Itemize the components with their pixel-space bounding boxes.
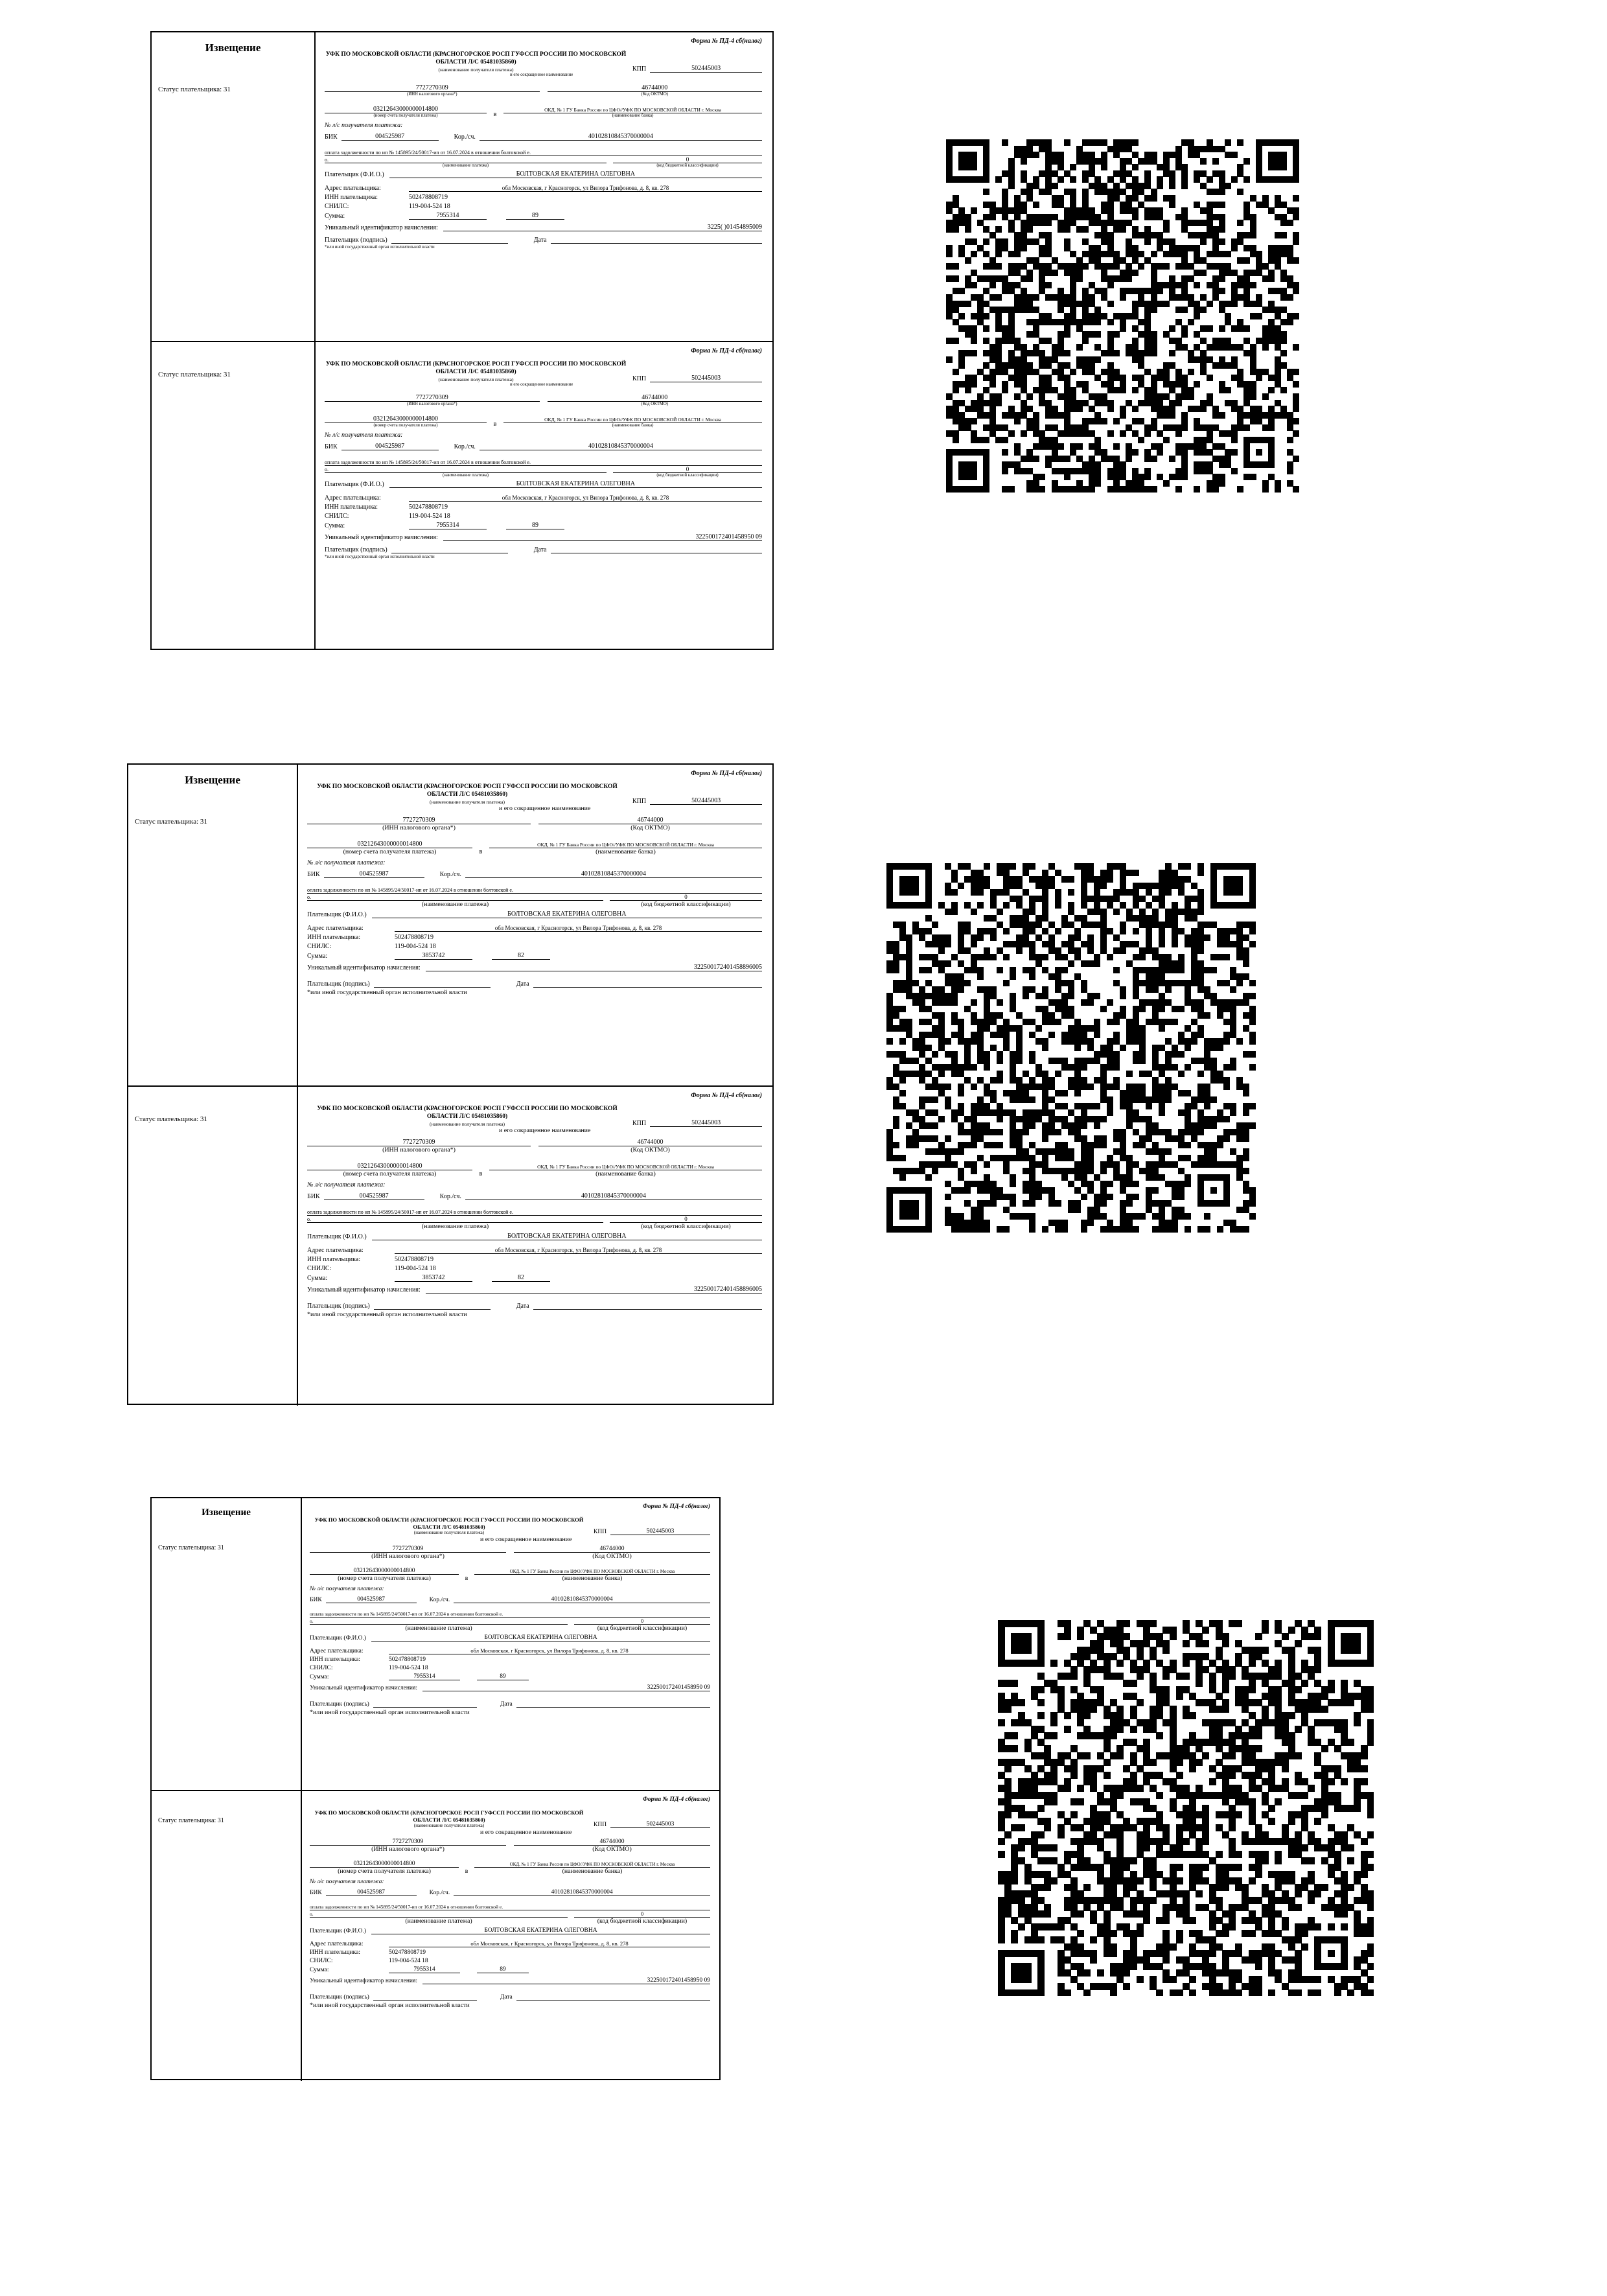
kbk-caption: (код бюджетной классификации) [641,1222,731,1230]
kbk-caption: (код бюджетной классификации) [597,1625,688,1632]
kor-value: 40102810845370000004 [454,1889,710,1896]
page-title: Извещение [185,774,240,786]
address-value: обл Московская, г Красногорск, ул Вилора Трифонова, д. 8, кв. 278 [409,494,762,502]
uin-value: 322500172401458896005 [426,964,762,971]
signature-field[interactable] [391,235,508,244]
inn-caption: (ИНН налогового органа*) [406,91,457,97]
account-value: 03212643000000014800 [310,1568,459,1575]
sum-label: Сумма: [307,1274,328,1282]
date-field[interactable] [533,975,762,988]
ls-label: № л/с получателя платежа: [307,1181,386,1189]
purpose-text2: о. [325,157,607,163]
receipt-left-column [128,765,298,1085]
signature-field[interactable] [374,1297,491,1310]
snils-value: 119-004-524 18 [389,1665,428,1672]
receipt-half-top [152,32,772,341]
kor-label: Кор./сч. [439,1192,461,1200]
receipt-left-column [152,1791,302,2081]
purpose-text: оплата задолженности по ип № 145895/24/50017-ип от 16.07.2024 в отношении болтовской е. [307,887,762,894]
date-label: Дата [533,236,547,244]
kbk-caption: (код бюджетной классификации) [641,900,731,908]
recipient-caption: (наименование получателя платежа) [430,1120,505,1127]
payer-label: Плательщик (Ф.И.О.) [310,1928,367,1935]
sum-rub: 7955314 [409,522,487,529]
date-label: Дата [500,1994,513,2001]
inn-caption: (ИНН налогового органа*) [382,824,456,831]
receipt-right-column [298,1087,772,1406]
account-caption: (номер счета получателя платежа) [343,1170,437,1177]
receipt-right-column [316,342,772,649]
address-value: обл Московская, г Красногорск, ул Вилора Трифонова, д. 8, кв. 278 [395,925,762,932]
bik-label: БИК [325,133,338,141]
bank-caption: (наименование банка) [562,1868,623,1875]
inn-payer-value: 502478808719 [389,1656,426,1664]
footnote: *или иной государственный орган исполнительной власти [325,244,435,249]
sum-kop: 89 [477,1673,529,1680]
payer-name: БОЛТОВСКАЯ ЕКАТЕРИНА ОЛЕГОВНА [389,480,762,488]
uin-label: Уникальный идентификатор начисления: [310,1978,417,1985]
snils-value: 119-004-524 18 [409,202,450,210]
page-title: Извещение [205,41,261,54]
sum-rub: 7955314 [389,1673,460,1680]
purpose-text: оплата задолженности по ип № 145895/24/50017-ип от 16.07.2024 в отношении болтовской е. [325,459,762,466]
kor-label: Кор./сч. [454,133,476,141]
inn-value: 7727270309 [310,1546,506,1553]
receipt-left-column [152,1498,302,1790]
kpp-label: КПП [632,375,647,382]
snils-label: СНИЛС: [310,1958,333,1965]
bank-name: ОКД, № 1 ГУ Банка России по ЦФО//УФК ПО МОСКОВСКОЙ ОБЛАСТИ г. Москва [503,417,762,423]
payer-status: Статус плательщика: 31 [158,1817,224,1824]
oktmo-caption: (Код ОКТМО) [592,1553,632,1560]
signature-field[interactable] [373,1988,477,2000]
receipt-form [150,31,774,650]
v-label: в [479,848,483,855]
inn-payer-value: 502478808719 [395,1255,434,1263]
address-value: обл Московская, г Красногорск, ул Вилора Трифонова, д. 8, кв. 278 [409,185,762,192]
snils-label: СНИЛС: [310,1665,333,1672]
purpose-text2: о. [325,467,607,473]
sum-rub: 3853742 [395,952,472,960]
footnote: *или иной государственный орган исполнительной власти [307,1310,467,1318]
account-caption: (номер счета получателя платежа) [373,113,438,118]
oktmo-caption: (Код ОКТМО) [630,1146,670,1154]
payer-name: БОЛТОВСКАЯ ЕКАТЕРИНА ОЛЕГОВНА [389,170,762,178]
qr-code-3 [998,1620,1374,1996]
abbrev-caption: и его сокращенное наименование [499,805,591,812]
payer-label: Плательщик (Ф.И.О.) [307,910,367,918]
purpose-caption: (наименование платежа) [405,1625,472,1632]
account-value: 03212643000000014800 [325,106,487,113]
oktmo-caption: (Код ОКТМО) [592,1846,632,1853]
kor-label: Кор./сч. [429,1597,450,1604]
kor-value: 40102810845370000004 [465,870,762,878]
kor-value: 40102810845370000004 [480,133,762,141]
kbk-value: 0 [574,1618,710,1625]
receipt-half-bottom [128,1085,772,1406]
uin-value: 322500172401458950 09 [422,1977,710,1984]
snils-value: 119-004-524 18 [395,942,436,950]
kbk-caption: (код бюджетной классификации) [656,163,719,168]
kor-label: Кор./сч. [439,870,461,878]
address-label: Адрес плательщика: [310,1941,364,1948]
inn-payer-label: ИНН плательщика: [325,503,378,511]
account-value: 03212643000000014800 [307,1163,472,1170]
receipt-half-bottom [152,341,772,649]
page-title: Извещение [202,1507,251,1518]
date-field[interactable] [533,1297,762,1310]
signature-field[interactable] [391,545,508,553]
ls-label: № л/с получателя платежа: [310,1879,384,1886]
recipient-caption: (наименование получателя платежа) [413,1823,485,1829]
kor-label: Кор./сч. [429,1890,450,1897]
payer-status: Статус плательщика: 31 [158,86,231,93]
abbrev-caption: и его сокращенное наименование [480,1829,572,1836]
purpose-caption: (наименование платежа) [442,163,489,168]
uin-value: 3225( )01454895009 [443,224,762,231]
snils-value: 119-004-524 18 [389,1958,428,1965]
snils-value: 119-004-524 18 [409,512,450,520]
date-field[interactable] [516,1988,710,2000]
oktmo-value: 46744000 [514,1546,710,1553]
oktmo-value: 46744000 [538,1139,762,1146]
payer-name: БОЛТОВСКАЯ ЕКАТЕРИНА ОЛЕГОВНА [371,1927,710,1934]
uin-label: Уникальный идентификатор начисления: [325,533,438,541]
footnote: *или иной государственный орган исполнительной власти [325,554,435,559]
purpose-text: оплата задолженности по ип № 145895/24/50017-ип от 16.07.2024 в отношении болтовской е. [325,150,762,156]
kpp-label: КПП [594,1529,607,1536]
recipient-caption: (наименование получателя платежа) [438,376,514,382]
oktmo-caption: (Код ОКТМО) [641,401,669,406]
recipient-caption: (наименование получателя платежа) [430,798,505,805]
kbk-value: 0 [574,1910,710,1918]
kbk-caption: (код бюджетной классификации) [656,472,719,478]
inn-value: 7727270309 [307,817,531,824]
bank-caption: (наименование банка) [612,113,654,118]
payer-status: Статус плательщика: 31 [135,1115,207,1123]
signature-field[interactable] [374,975,491,988]
receipt-sheet-1 [150,31,774,650]
inn-payer-value: 502478808719 [409,503,448,511]
inn-value: 7727270309 [307,1139,531,1146]
recipient-name: УФК ПО МОСКОВСКОЙ ОБЛАСТИ (КРАСНОГОРСКОЕ РОСП ГУФССП РОССИИ ПО МОСКОВСКОЙ ОБЛАСТИ Л/С 05481035860) [317,783,618,798]
purpose-caption: (наименование платежа) [421,900,489,908]
signature-label: Плательщик (подпись) [307,1302,370,1310]
recipient-name: УФК ПО МОСКОВСКОЙ ОБЛАСТИ (КРАСНОГОРСКОЕ РОСП ГУФССП РОССИИ ПО МОСКОВСКОЙ ОБЛАСТИ Л/С 05481035860) [325,51,627,65]
inn-value: 7727270309 [310,1838,506,1846]
uin-value: 322500172401458950 09 [422,1684,710,1691]
form-number: Форма № ПД-4 сб(налог) [642,1796,710,1803]
inn-caption: (ИНН налогового органа*) [371,1846,445,1853]
recipient-name: УФК ПО МОСКОВСКОЙ ОБЛАСТИ (КРАСНОГОРСКОЕ РОСП ГУФССП РОССИИ ПО МОСКОВСКОЙ ОБЛАСТИ Л/С 05481035860) [314,1809,584,1823]
inn-payer-value: 502478808719 [395,933,434,941]
account-value: 03212643000000014800 [310,1861,459,1868]
receipt-right-column [302,1791,719,2081]
kor-value: 40102810845370000004 [454,1596,710,1603]
footnote: *или иной государственный орган исполнительной власти [310,2002,470,2010]
kbk-value: 0 [613,156,762,163]
receipt-right-column [316,32,772,341]
snils-label: СНИЛС: [325,202,349,210]
inn-payer-value: 502478808719 [409,193,448,201]
payer-label: Плательщик (Ф.И.О.) [307,1233,367,1240]
sum-label: Сумма: [310,1967,329,1974]
form-number: Форма № ПД-4 сб(налог) [691,347,762,354]
v-label: в [479,1170,483,1177]
receipt-left-column [152,342,316,649]
signature-label: Плательщик (подпись) [325,546,387,553]
bik-label: БИК [307,870,320,878]
payer-status: Статус плательщика: 31 [158,371,231,378]
address-label: Адрес плательщика: [307,1246,364,1254]
address-label: Адрес плательщика: [307,924,364,932]
receipt-half-top [128,765,772,1085]
qr-code-1 [946,139,1299,493]
bank-name: ОКД, № 1 ГУ Банка России по ЦФО//УФК ПО МОСКОВСКОЙ ОБЛАСТИ г. Москва [503,107,762,113]
recipient-name: УФК ПО МОСКОВСКОЙ ОБЛАСТИ (КРАСНОГОРСКОЕ РОСП ГУФССП РОССИИ ПО МОСКОВСКОЙ ОБЛАСТИ Л/С 05481035860) [317,1106,618,1120]
kbk-caption: (код бюджетной классификации) [597,1918,688,1925]
address-label: Адрес плательщика: [325,494,381,502]
inn-payer-label: ИНН плательщика: [310,1949,360,1956]
purpose-text: оплата задолженности по ип № 145895/24/50017-ип от 16.07.2024 в отношении болтовской е. [307,1209,762,1216]
bik-value: 004525987 [341,443,439,450]
abbrev-caption: и его сокращенное наименование [499,1127,591,1134]
account-caption: (номер счета получателя платежа) [338,1868,431,1875]
payer-name: БОЛТОВСКАЯ ЕКАТЕРИНА ОЛЕГОВНА [372,1233,762,1240]
sum-label: Сумма: [307,952,328,960]
footnote: *или иной государственный орган исполнительной власти [307,988,467,996]
purpose-text: оплата задолженности по ип № 145895/24/50017-ип от 16.07.2024 в отношении болтовской е. [310,1611,710,1618]
payer-label: Плательщик (Ф.И.О.) [325,480,384,488]
receipt-right-column [302,1498,719,1790]
abbrev-caption: и его сокращенное наименование [510,73,573,77]
receipt-half-bottom [152,1790,719,2081]
snils-label: СНИЛС: [307,1264,332,1272]
date-field[interactable] [551,235,762,244]
oktmo-value: 46744000 [514,1838,710,1846]
kpp-value: 502445003 [610,1528,710,1535]
kpp-value: 502445003 [610,1821,710,1828]
oktmo-caption: (Код ОКТМО) [630,824,670,831]
date-label: Дата [500,1701,513,1708]
sum-label: Сумма: [325,522,345,529]
inn-payer-label: ИНН плательщика: [307,1255,361,1263]
inn-caption: (ИНН налогового органа*) [382,1146,456,1154]
bank-caption: (наименование банка) [595,1170,656,1177]
purpose-text2: о. [310,1618,568,1625]
v-label: в [465,1575,468,1583]
uin-label: Уникальный идентификатор начисления: [325,224,438,231]
ls-label: № л/с получателя платежа: [307,859,386,866]
uin-label: Уникальный идентификатор начисления: [307,964,421,971]
kpp-value: 502445003 [650,65,762,73]
sum-kop: 89 [506,212,564,220]
sum-kop: 82 [492,952,550,960]
sum-rub: 7955314 [389,1966,460,1973]
inn-value: 7727270309 [325,84,540,92]
kor-label: Кор./сч. [454,443,476,450]
bank-name: ОКД, № 1 ГУ Банка России по ЦФО//УФК ПО МОСКОВСКОЙ ОБЛАСТИ г. Москва [489,1164,762,1170]
purpose-text2: о. [307,1216,603,1223]
bank-caption: (наименование банка) [562,1575,623,1583]
bik-label: БИК [325,443,338,450]
payer-name: БОЛТОВСКАЯ ЕКАТЕРИНА ОЛЕГОВНА [372,910,762,918]
purpose-caption: (наименование платежа) [442,472,489,478]
receipt-sheet-2 [127,763,774,1405]
account-caption: (номер счета получателя платежа) [343,848,437,855]
account-caption: (номер счета получателя платежа) [338,1575,431,1583]
ls-label: № л/с получателя платежа: [325,431,403,439]
ls-label: № л/с получателя платежа: [310,1586,384,1593]
bank-name: ОКД, № 1 ГУ Банка России по ЦФО//УФК ПО МОСКОВСКОЙ ОБЛАСТИ г. Москва [474,1862,710,1868]
signature-label: Плательщик (подпись) [307,980,370,988]
date-label: Дата [516,980,529,988]
signature-label: Плательщик (подпись) [310,1701,369,1708]
receipt-sheet-3 [150,1497,721,2080]
account-value: 03212643000000014800 [307,841,472,848]
oktmo-value: 46744000 [538,817,762,824]
bik-label: БИК [307,1192,320,1200]
footnote: *или иной государственный орган исполнительной власти [310,1709,470,1717]
oktmo-value: 46744000 [548,84,763,92]
bik-value: 004525987 [341,133,439,141]
receipt-left-column [152,32,316,341]
v-label: в [493,420,497,428]
account-value: 03212643000000014800 [325,415,487,423]
bank-caption: (наименование банка) [612,423,654,428]
uin-value: 322500172401458950 09 [443,533,762,541]
date-field[interactable] [516,1695,710,1708]
inn-value: 7727270309 [325,394,540,402]
bik-value: 004525987 [326,1889,417,1896]
account-caption: (номер счета получателя платежа) [373,423,438,428]
sum-rub: 3853742 [395,1274,472,1282]
kbk-value: 0 [610,1216,762,1223]
sum-kop: 89 [477,1966,529,1973]
bik-value: 004525987 [324,870,424,878]
payer-name: БОЛТОВСКАЯ ЕКАТЕРИНА ОЛЕГОВНА [371,1634,710,1641]
recipient-caption: (наименование получателя платежа) [413,1530,485,1536]
oktmo-caption: (Код ОКТМО) [641,91,669,97]
sum-rub: 7955314 [409,212,487,220]
kbk-value: 0 [613,466,762,473]
date-label: Дата [533,546,547,553]
recipient-name: УФК ПО МОСКОВСКОЙ ОБЛАСТИ (КРАСНОГОРСКОЕ РОСП ГУФССП РОССИИ ПО МОСКОВСКОЙ ОБЛАСТИ Л/С 05481035860) [325,361,627,375]
sum-kop: 82 [492,1274,550,1282]
purpose-text2: о. [307,894,603,901]
bank-name: ОКД, № 1 ГУ Банка России по ЦФО//УФК ПО МОСКОВСКОЙ ОБЛАСТИ г. Москва [489,842,762,848]
v-label: в [465,1868,468,1875]
kpp-label: КПП [632,65,647,73]
signature-label: Плательщик (подпись) [310,1994,369,2001]
signature-label: Плательщик (подпись) [325,236,387,244]
sum-label: Сумма: [310,1674,329,1681]
snils-label: СНИЛС: [325,512,349,520]
bank-caption: (наименование банка) [595,848,656,855]
form-number: Форма № ПД-4 сб(налог) [691,770,762,777]
inn-payer-label: ИНН плательщика: [307,933,361,941]
inn-payer-value: 502478808719 [389,1949,426,1956]
receipt-half-top [152,1498,719,1790]
address-label: Адрес плательщика: [325,184,381,192]
inn-caption: (ИНН налогового органа*) [371,1553,445,1560]
bik-value: 004525987 [324,1192,424,1200]
kpp-label: КПП [632,1119,647,1127]
receipt-form [150,1497,721,2080]
inn-caption: (ИНН налогового органа*) [406,401,457,406]
address-label: Адрес плательщика: [310,1648,364,1655]
inn-payer-label: ИНН плательщика: [325,193,378,201]
signature-field[interactable] [373,1695,477,1708]
kpp-value: 502445003 [650,797,762,805]
kor-value: 40102810845370000004 [465,1192,762,1200]
form-number: Форма № ПД-4 сб(налог) [642,1503,710,1510]
payer-status: Статус плательщика: 31 [135,818,207,826]
qr-code-2 [886,863,1256,1233]
receipt-left-column [128,1087,298,1406]
uin-label: Уникальный идентификатор начисления: [310,1685,417,1692]
kbk-value: 0 [610,894,762,901]
kor-value: 40102810845370000004 [480,443,762,450]
uin-label: Уникальный идентификатор начисления: [307,1286,421,1293]
address-value: обл Московская, г Красногорск, ул Вилора Трифонова, д. 8, кв. 278 [389,1647,710,1654]
receipt-form [127,763,774,1405]
address-value: обл Московская, г Красногорск, ул Вилора Трифонова, д. 8, кв. 278 [389,1940,710,1947]
kpp-label: КПП [594,1822,607,1829]
purpose-text2: о. [310,1911,568,1918]
snils-value: 119-004-524 18 [395,1264,436,1272]
payer-label: Плательщик (Ф.И.О.) [310,1635,367,1642]
purpose-caption: (наименование платежа) [421,1222,489,1230]
oktmo-value: 46744000 [548,394,763,402]
sum-kop: 89 [506,522,564,529]
uin-value: 322500172401458896005 [426,1286,762,1293]
date-label: Дата [516,1302,529,1310]
v-label: в [493,110,497,118]
bik-value: 004525987 [326,1596,417,1603]
kpp-value: 502445003 [650,375,762,382]
recipient-name: УФК ПО МОСКОВСКОЙ ОБЛАСТИ (КРАСНОГОРСКОЕ РОСП ГУФССП РОССИИ ПО МОСКОВСКОЙ ОБЛАСТИ Л/С 05481035860) [314,1516,584,1530]
abbrev-caption: и его сокращенное наименование [480,1536,572,1543]
inn-payer-label: ИНН плательщика: [310,1656,360,1664]
receipt-right-column [298,765,772,1085]
kpp-value: 502445003 [650,1119,762,1127]
bank-name: ОКД, № 1 ГУ Банка России по ЦФО//УФК ПО МОСКОВСКОЙ ОБЛАСТИ г. Москва [474,1569,710,1575]
payer-label: Плательщик (Ф.И.О.) [325,170,384,178]
abbrev-caption: и его сокращенное наименование [510,382,573,387]
purpose-caption: (наименование платежа) [405,1918,472,1925]
form-number: Форма № ПД-4 сб(налог) [691,1092,762,1099]
kpp-label: КПП [632,797,647,805]
sum-label: Сумма: [325,212,345,220]
bik-label: БИК [310,1597,322,1604]
bik-label: БИК [310,1890,322,1897]
ls-label: № л/с получателя платежа: [325,121,403,129]
recipient-caption: (наименование получателя платежа) [438,66,514,73]
purpose-text: оплата задолженности по ип № 145895/24/50017-ип от 16.07.2024 в отношении болтовской е. [310,1904,710,1910]
form-number: Форма № ПД-4 сб(налог) [691,38,762,45]
snils-label: СНИЛС: [307,942,332,950]
payer-status: Статус плательщика: 31 [158,1544,224,1551]
address-value: обл Московская, г Красногорск, ул Вилора Трифонова, д. 8, кв. 278 [395,1247,762,1254]
date-field[interactable] [551,545,762,553]
